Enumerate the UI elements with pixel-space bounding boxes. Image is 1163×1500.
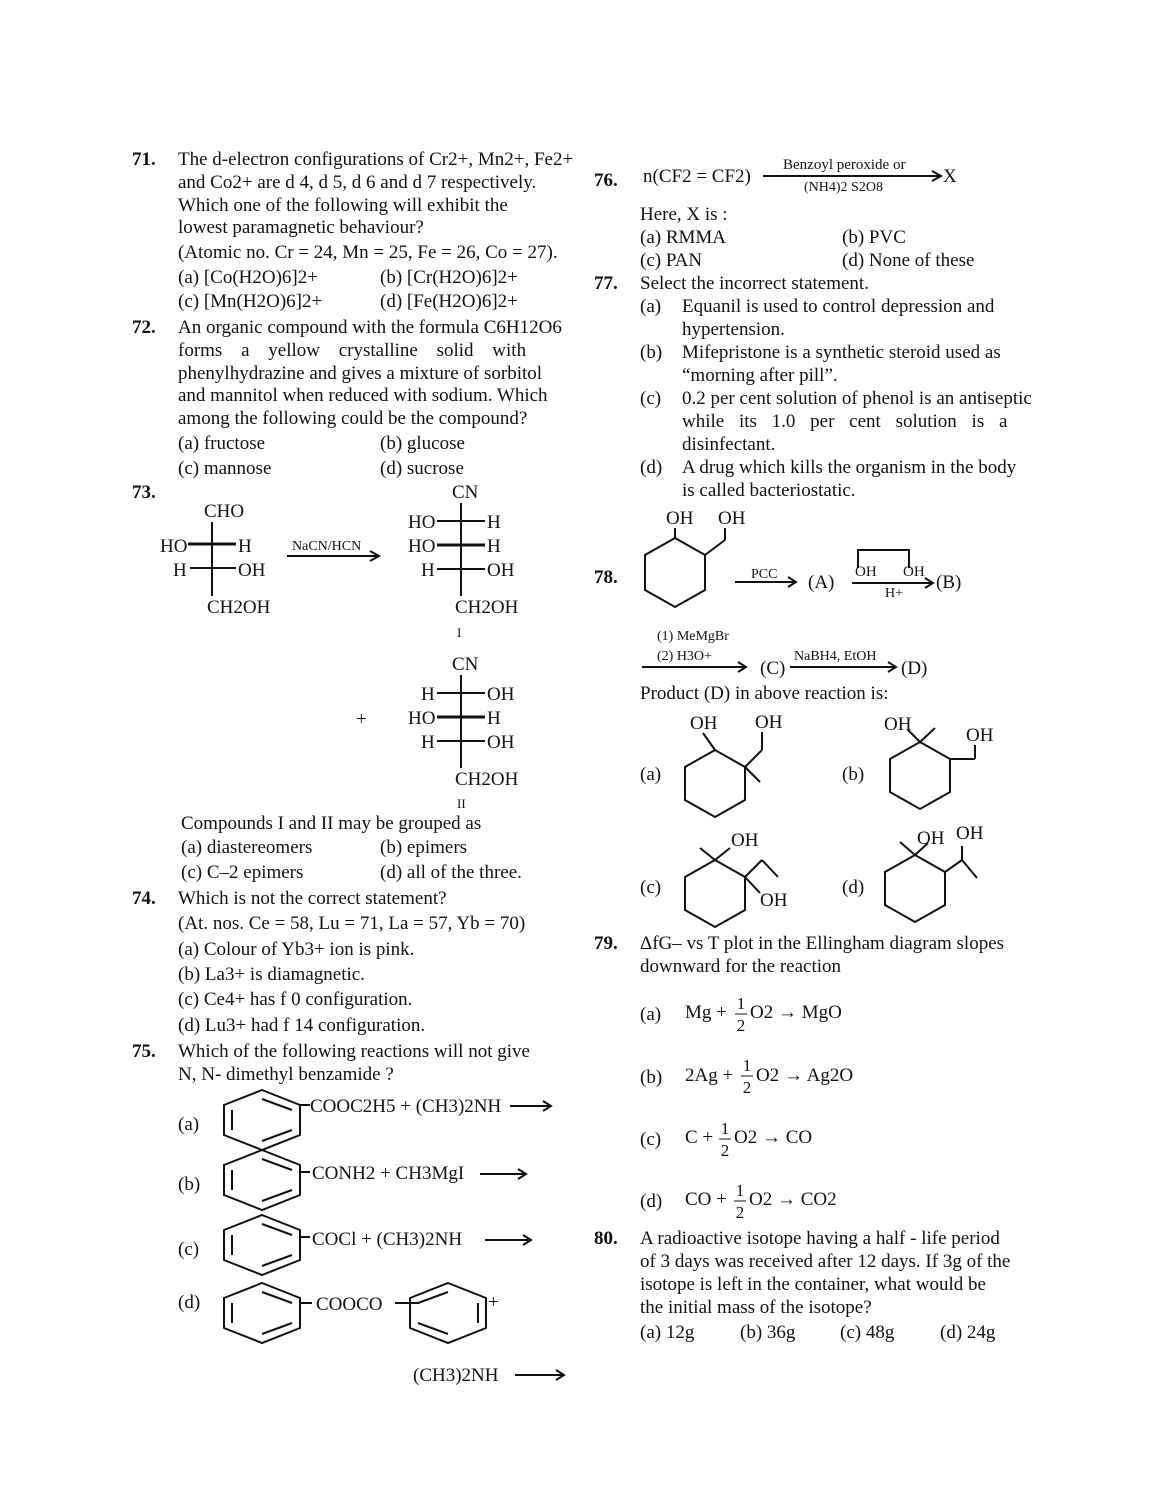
question-75-option-b-label[interactable]: (b): [178, 1174, 201, 1195]
question-71-line-3: Which one of the following will exhibit the: [178, 195, 508, 216]
question-72-line-2: forms a yellow crystalline solid with: [178, 340, 527, 361]
question-75-option-a[interactable]: COOC2H5 + (CH3)2NH: [310, 1096, 502, 1117]
question-77-option-d-line-2[interactable]: is called bacteriostatic.: [682, 480, 856, 501]
fischer-ho-label: HO: [160, 536, 188, 557]
question-75-option-c-label[interactable]: (c): [178, 1239, 200, 1260]
question-77-option-d-line-1[interactable]: A drug which kills the organism in the body: [682, 457, 1017, 478]
question-71-option-d[interactable]: (d) [Fe(H2O)6]2+: [380, 291, 518, 312]
intermediate-a: (A): [808, 572, 835, 593]
option-d-oh-2: OH: [956, 823, 984, 844]
question-77-option-a-line-1[interactable]: Equanil is used to control depression and: [682, 296, 995, 317]
question-79-option-c-left[interactable]: C +: [685, 1127, 714, 1148]
question-74-number: 74.: [132, 888, 156, 909]
product-2-h: H: [487, 708, 501, 729]
question-76-option-a[interactable]: (a) RMMA: [640, 227, 727, 248]
question-73-option-b[interactable]: (b) epimers: [380, 837, 468, 858]
question-75-option-a-label[interactable]: (a): [178, 1114, 200, 1135]
benzene-ring-a: [224, 1090, 310, 1150]
question-73-option-c[interactable]: (c) C–2 epimers: [181, 862, 304, 883]
question-78-number: 78.: [594, 567, 618, 588]
intermediate-c: (C): [760, 658, 786, 679]
question-77-number: 77.: [594, 273, 618, 294]
fraction-denominator: 2: [742, 1078, 752, 1097]
question-76-option-d[interactable]: (d) None of these: [842, 250, 975, 271]
question-72-option-d[interactable]: (d) sucrose: [380, 458, 464, 479]
product-1-h: H: [487, 512, 501, 533]
question-79-option-a-label[interactable]: (a): [640, 1004, 662, 1025]
question-72-number: 72.: [132, 317, 156, 338]
product-2-cn: CN: [452, 654, 479, 675]
question-74-option-a[interactable]: (a) Colour of Yb3+ ion is pink.: [178, 939, 415, 960]
product-1-label: I: [457, 625, 462, 640]
question-79-option-a-right[interactable]: O2 → MgO: [750, 1002, 842, 1023]
plus-sign: +: [356, 709, 367, 730]
question-75-option-b[interactable]: CONH2 + CH3MgI: [312, 1163, 465, 1184]
question-80-option-c[interactable]: (c) 48g: [840, 1322, 895, 1343]
fischer-h-label: H: [238, 536, 252, 557]
question-79-option-d-right[interactable]: O2 → CO2: [749, 1189, 837, 1210]
question-75-option-d-amine: (CH3)2NH: [413, 1365, 499, 1386]
question-71-line-4: lowest paramagnetic behaviour?: [178, 217, 424, 238]
option-b-structure: [890, 728, 975, 809]
question-76-product: X: [943, 166, 957, 187]
benzene-ring-b: [224, 1150, 310, 1210]
fraction-numerator: 1: [735, 1181, 745, 1200]
option-c-oh-2: OH: [760, 890, 788, 911]
option-c-structure: [685, 848, 778, 927]
question-79-option-a-left[interactable]: Mg +: [685, 1002, 727, 1023]
question-77-option-a-label[interactable]: (a): [640, 296, 662, 317]
question-73-stem: Compounds I and II may be grouped as: [181, 813, 482, 834]
fischer-ch2oh-label: CH2OH: [207, 597, 271, 618]
question-79-option-c-label[interactable]: (c): [640, 1129, 662, 1150]
option-d-structure: [885, 842, 977, 922]
fraction-denominator: 2: [720, 1141, 730, 1160]
question-77-stem: Select the incorrect statement.: [640, 273, 869, 294]
fraction-numerator: 1: [742, 1056, 752, 1075]
glycol-oh-1: OH: [855, 564, 877, 580]
question-75-line-1: Which of the following reactions will not give: [178, 1041, 530, 1062]
question-79-option-d-left[interactable]: CO +: [685, 1189, 727, 1210]
question-80-option-d[interactable]: (d) 24g: [940, 1322, 996, 1343]
question-76-reactant: n(CF2 = CF2): [643, 166, 751, 187]
question-76-reagent-below: (NH4)2 S2O8: [804, 180, 883, 195]
product-2-label: II: [457, 796, 466, 811]
question-75-option-d-label[interactable]: (d): [178, 1292, 201, 1313]
product-2-ch2oh: CH2OH: [455, 769, 519, 790]
option-c-oh-1: OH: [731, 830, 759, 851]
cyclohexane-diol-start: [645, 528, 725, 607]
question-77-option-b-line-2[interactable]: “morning after pill”.: [682, 365, 838, 386]
option-d-oh-1: OH: [917, 828, 945, 849]
question-79-option-d-label[interactable]: (d): [640, 1191, 663, 1212]
product-2-h: H: [421, 732, 435, 753]
option-a-oh-1: OH: [690, 713, 718, 734]
question-79-option-b-right[interactable]: O2 → Ag2O: [756, 1065, 854, 1086]
question-72-option-c[interactable]: (c) mannose: [178, 458, 272, 479]
question-77-option-b-label[interactable]: (b): [640, 342, 663, 363]
question-71-option-b[interactable]: (b) [Cr(H2O)6]2+: [380, 267, 518, 288]
option-b-oh-1: OH: [884, 714, 912, 735]
product-1-h: H: [487, 536, 501, 557]
question-71-line-5: (Atomic no. Cr = 24, Mn = 25, Fe = 26, Co = 27).: [178, 242, 558, 263]
product-2-ho: HO: [408, 708, 436, 729]
question-77-option-c-line-2[interactable]: while its 1.0 per cent solution is a: [682, 411, 1008, 432]
question-79-option-b-label[interactable]: (b): [640, 1067, 663, 1088]
product-2-oh: OH: [487, 732, 515, 753]
question-72-option-a[interactable]: (a) fructose: [178, 433, 266, 454]
glycol-oh-2: OH: [903, 564, 925, 580]
question-71-option-a[interactable]: (a) [Co(H2O)6]2+: [178, 267, 318, 288]
question-80-option-b[interactable]: (b) 36g: [740, 1322, 796, 1343]
fraction-numerator: 1: [736, 994, 746, 1013]
question-75-option-c[interactable]: COCl + (CH3)2NH: [312, 1229, 463, 1250]
question-71-line-1: The d-electron configurations of Cr2+, Mn2+, Fe2+: [178, 149, 574, 170]
question-75-option-d[interactable]: COOCO: [316, 1294, 383, 1315]
question-77-option-d-label[interactable]: (d): [640, 457, 663, 478]
fischer-h-label: H: [173, 560, 187, 581]
question-71-line-2: and Co2+ are d 4, d 5, d 6 and d 7 respectively.: [178, 172, 537, 193]
fischer-cho-label: CHO: [204, 501, 245, 522]
question-78-option-a[interactable]: (a): [640, 764, 662, 785]
question-78-option-b[interactable]: (b): [842, 764, 865, 785]
question-73-option-a[interactable]: (a) diastereomers: [181, 837, 313, 858]
product-1-ho: HO: [408, 536, 436, 557]
question-79-line-2: downward for the reaction: [640, 956, 842, 977]
reagent-memgbr: (1) MeMgBr: [657, 629, 729, 644]
question-76-here: Here, X is :: [640, 204, 728, 225]
question-78-option-c[interactable]: (c): [640, 877, 662, 898]
question-80-line-1: A radioactive isotope having a half - life period: [640, 1228, 1000, 1249]
question-77-option-c-label[interactable]: (c): [640, 388, 662, 409]
question-79-number: 79.: [594, 933, 618, 954]
question-76-reagent-above: Benzoyl peroxide or: [783, 157, 906, 173]
fischer-oh-label: OH: [238, 560, 266, 581]
question-78-stem: Product (D) in above reaction is:: [640, 683, 889, 704]
question-73-number: 73.: [132, 482, 156, 503]
fraction-denominator: 2: [735, 1203, 745, 1222]
question-75-option-d-plus: +: [488, 1292, 499, 1313]
product-d: (D): [901, 658, 928, 679]
question-80-line-3: isotope is left in the container, what would be: [640, 1274, 986, 1295]
question-80-line-4: the initial mass of the isotope?: [640, 1297, 872, 1318]
product-2-h: H: [421, 684, 435, 705]
question-72-line-1: An organic compound with the formula C6H12O6: [178, 317, 562, 338]
question-74-line-1: Which is not the correct statement?: [178, 888, 447, 909]
question-76-option-c[interactable]: (c) PAN: [640, 250, 703, 271]
reagent-h3o: (2) H3O+: [657, 649, 712, 664]
question-72-line-4: and mannitol when reduced with sodium. Which: [178, 385, 548, 406]
start-oh-1: OH: [666, 508, 694, 529]
reagent-h-plus: H+: [885, 586, 904, 601]
question-80-number: 80.: [594, 1228, 618, 1249]
question-79-line-1: ΔfG– vs T plot in the Ellingham diagram slopes: [640, 933, 1005, 954]
question-76-number: 76.: [594, 170, 618, 191]
question-80-option-a[interactable]: (a) 12g: [640, 1322, 695, 1343]
question-79-option-c-right[interactable]: O2 → CO: [734, 1127, 813, 1148]
question-74-option-b[interactable]: (b) La3+ is diamagnetic.: [178, 964, 365, 985]
question-73-option-d[interactable]: (d) all of the three.: [380, 862, 522, 883]
question-74-option-d[interactable]: (d) Lu3+ had f 14 configuration.: [178, 1015, 426, 1036]
fraction-numerator: 1: [720, 1119, 730, 1138]
reagent-nabh4: NaBH4, EtOH: [794, 649, 877, 664]
question-75-line-2: N, N- dimethyl benzamide ?: [178, 1064, 394, 1085]
question-72-option-b[interactable]: (b) glucose: [380, 433, 465, 454]
question-72-line-3: phenylhydrazine and gives a mixture of sorbitol: [178, 363, 543, 384]
question-74-option-c[interactable]: (c) Ce4+ has f 0 configuration.: [178, 989, 413, 1010]
question-79-option-b-left[interactable]: 2Ag +: [685, 1065, 734, 1086]
benzene-ring-d-right: [410, 1283, 486, 1343]
fraction-denominator: 2: [736, 1016, 746, 1035]
question-80-line-2: of 3 days was received after 12 days. If 3g of the: [640, 1251, 1011, 1272]
option-a-structure: [685, 732, 762, 817]
option-a-oh-2: OH: [755, 712, 783, 733]
product-1-h: H: [421, 560, 435, 581]
start-oh-2: OH: [718, 508, 746, 529]
question-71-number: 71.: [132, 149, 156, 170]
product-1-ho: HO: [408, 512, 436, 533]
question-72-line-5: among the following could be the compound?: [178, 408, 528, 429]
reagent-pcc: PCC: [751, 567, 778, 582]
product-1-oh: OH: [487, 560, 515, 581]
question-77-option-a-line-2[interactable]: hypertension.: [682, 319, 785, 340]
question-77-option-b-line-1[interactable]: Mifepristone is a synthetic steroid used as: [682, 342, 1001, 363]
question-76-option-b[interactable]: (b) PVC: [842, 227, 906, 248]
product-2-oh: OH: [487, 684, 515, 705]
option-b-oh-2: OH: [966, 725, 994, 746]
product-1-cn: CN: [452, 482, 479, 503]
product-1-ch2oh: CH2OH: [455, 597, 519, 618]
question-75-number: 75.: [132, 1041, 156, 1062]
reagent-label: NaCN/HCN: [292, 539, 362, 554]
question-77-option-c-line-3[interactable]: disinfectant.: [682, 434, 776, 455]
benzene-ring-c: [224, 1215, 310, 1275]
question-71-option-c[interactable]: (c) [Mn(H2O)6]2+: [178, 291, 323, 312]
question-74-line-2: (At. nos. Ce = 58, Lu = 71, La = 57, Yb = 70): [178, 913, 526, 934]
question-78-option-d[interactable]: (d): [842, 877, 865, 898]
intermediate-b: (B): [936, 572, 962, 593]
question-77-option-c-line-1[interactable]: 0.2 per cent solution of phenol is an antiseptic: [682, 388, 1032, 409]
